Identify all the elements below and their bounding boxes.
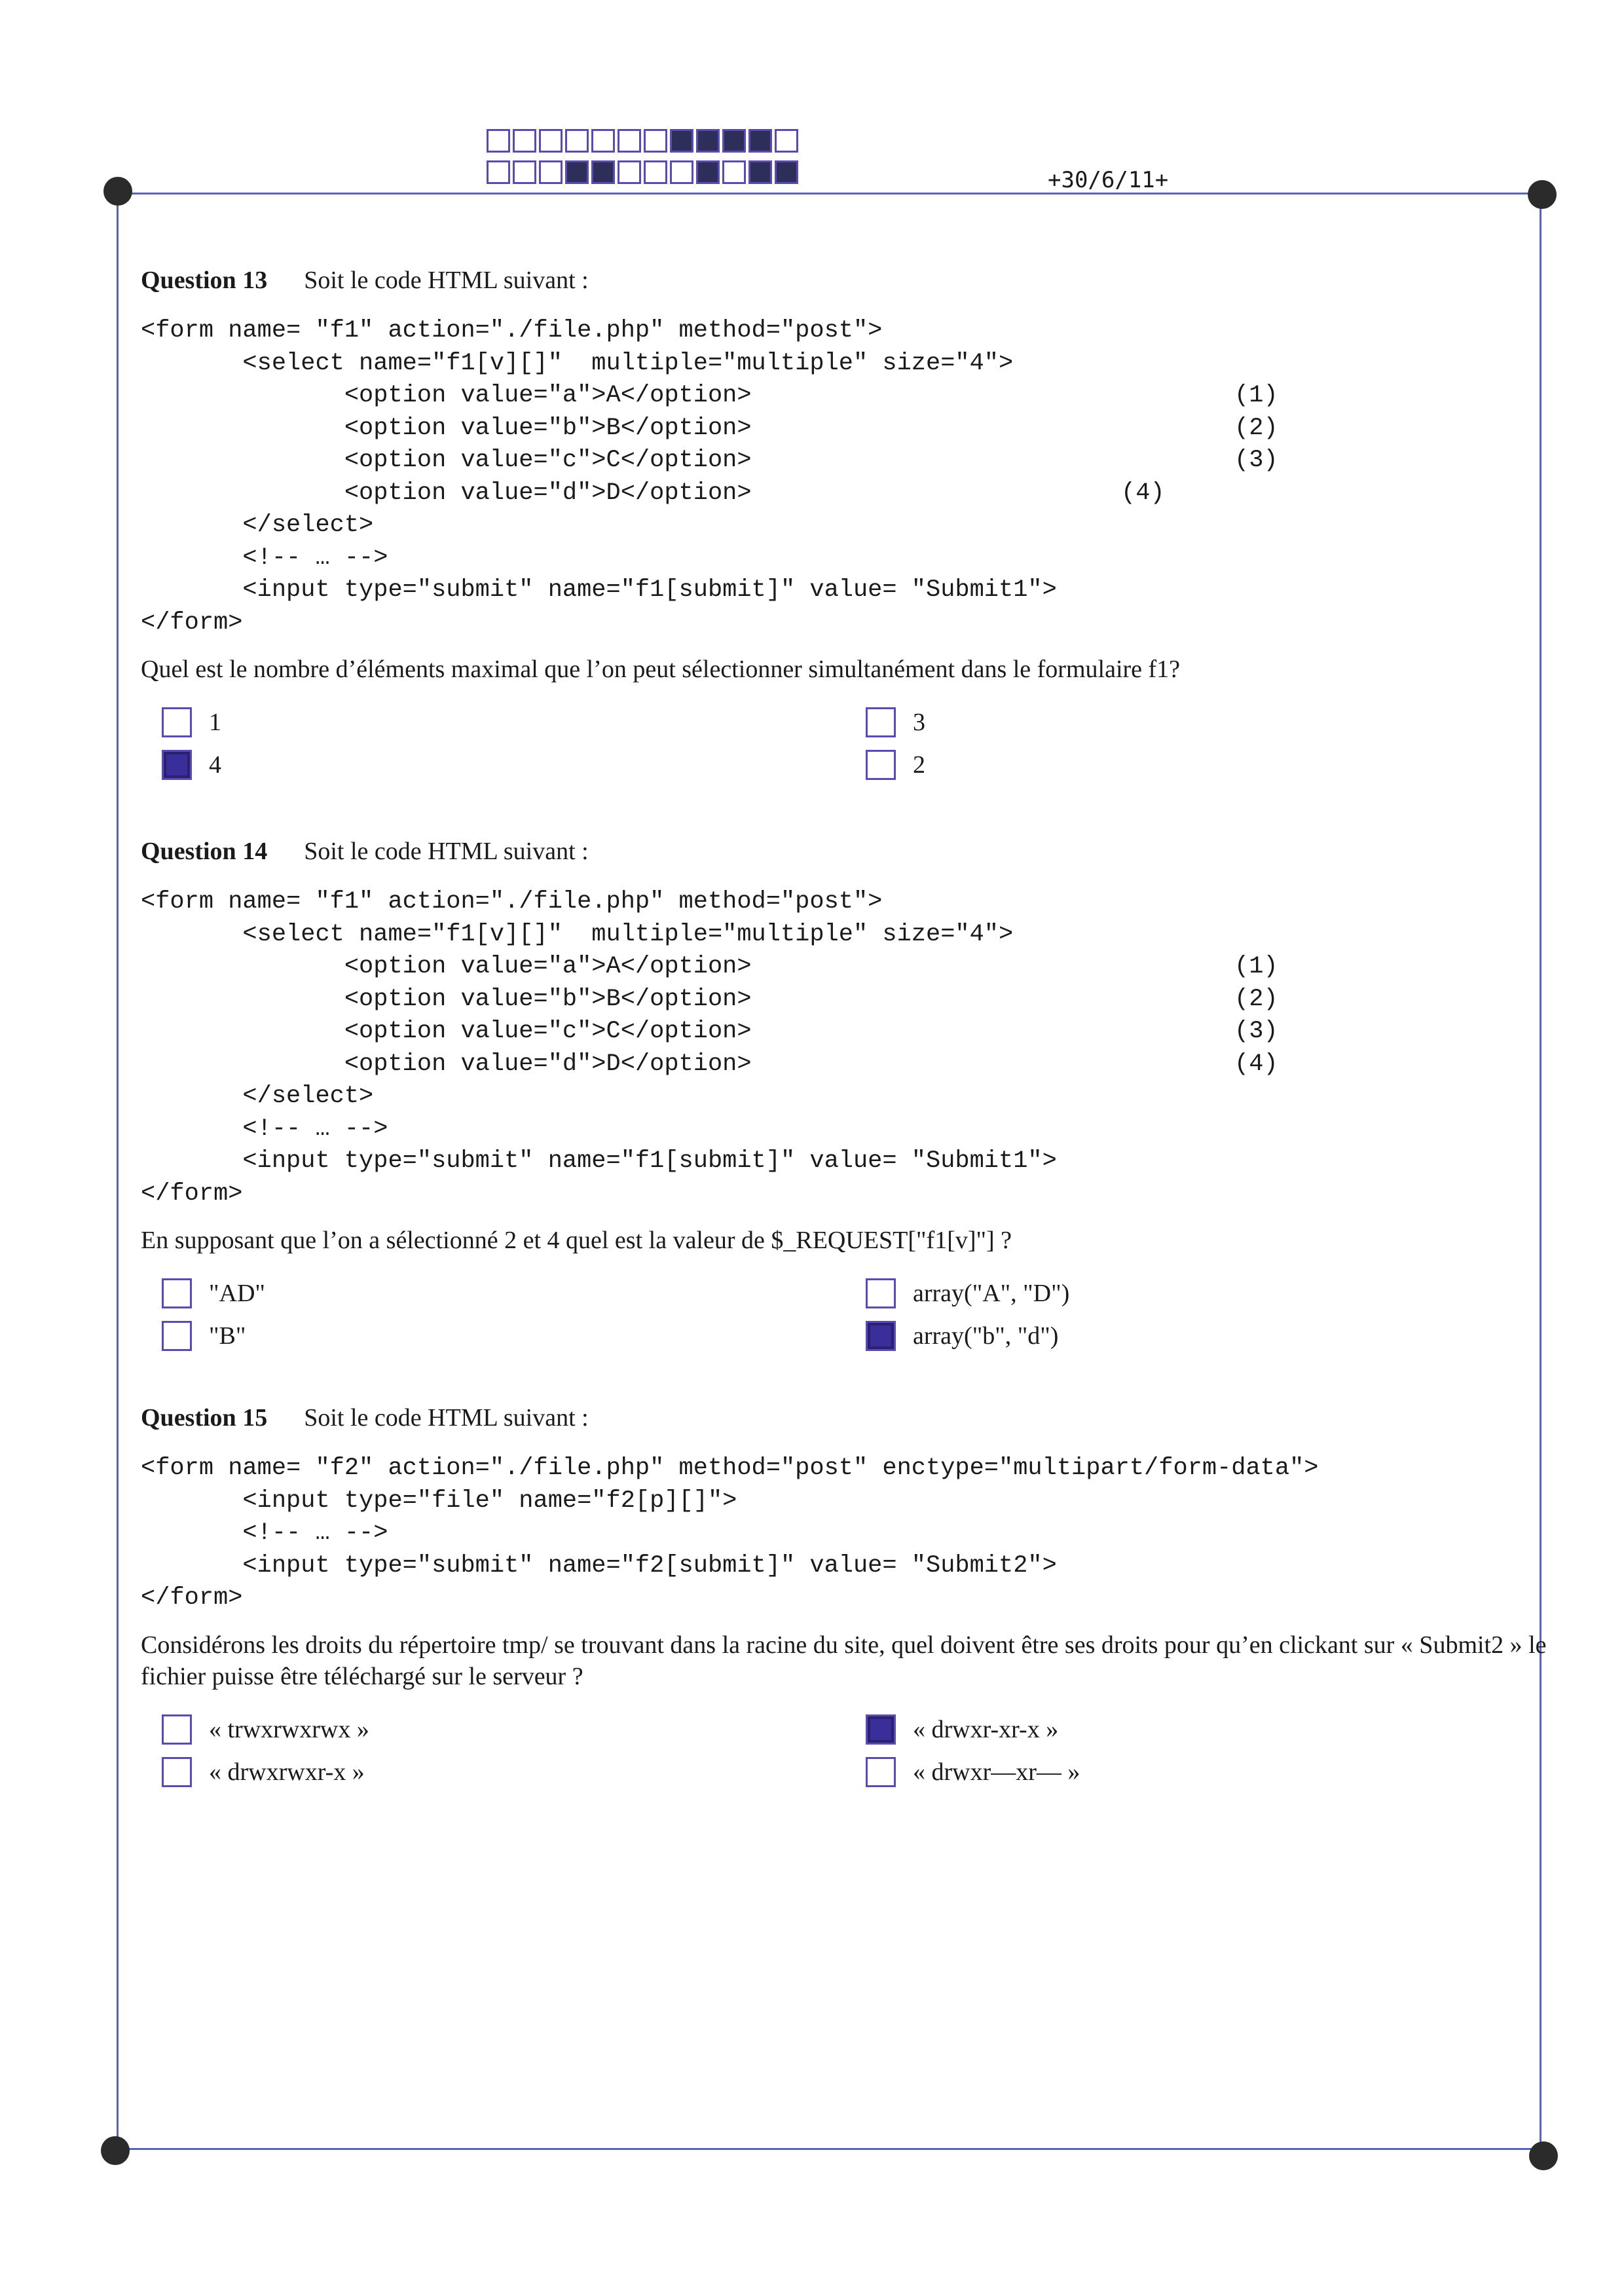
code-line bbox=[141, 984, 1549, 1016]
code-line bbox=[141, 380, 1549, 413]
code-line bbox=[141, 1453, 1549, 1485]
code-text: <option value="b">B</option> bbox=[141, 985, 752, 1013]
answer-option[interactable] bbox=[162, 747, 221, 783]
code-block bbox=[141, 886, 1549, 1210]
code-cell bbox=[775, 160, 798, 184]
question-intro: Soit le code HTML suivant : bbox=[304, 1404, 589, 1432]
option-marker: (3) bbox=[1234, 1018, 1278, 1045]
code-cell bbox=[670, 129, 693, 153]
code-cell bbox=[618, 129, 641, 153]
code-text: </form> bbox=[141, 608, 243, 637]
code-text: </select> bbox=[141, 511, 374, 539]
frame-bottom-line bbox=[116, 2148, 1541, 2150]
code-text: <form name= "f2" action="./file.php" method="post" enctype="multipart/form-data"> bbox=[141, 1454, 1319, 1482]
corner-dot-top-left bbox=[103, 177, 132, 206]
answer-label: 2 bbox=[913, 751, 925, 779]
answer-checkbox[interactable] bbox=[162, 1321, 192, 1351]
code-text: </form> bbox=[141, 1584, 243, 1612]
option-marker: (2) bbox=[1234, 985, 1278, 1013]
code-line bbox=[141, 1081, 1549, 1113]
code-line bbox=[141, 348, 1549, 380]
frame-top-line bbox=[118, 193, 1540, 194]
code-cell bbox=[565, 129, 589, 153]
answer-option[interactable] bbox=[162, 1712, 369, 1747]
code-text: <option value="b">B</option> bbox=[141, 414, 752, 442]
code-text: <!-- … --> bbox=[141, 544, 388, 572]
code-line bbox=[141, 315, 1549, 348]
answer-label: 1 bbox=[209, 709, 221, 736]
code-cell bbox=[513, 129, 536, 153]
answer-option[interactable] bbox=[866, 1712, 1058, 1747]
code-line bbox=[141, 477, 1549, 510]
answer-label: « drwxr—xr— » bbox=[913, 1758, 1080, 1786]
code-row-2 bbox=[487, 160, 801, 187]
answer-option[interactable] bbox=[866, 705, 925, 740]
question-15-heading bbox=[141, 1401, 1549, 1434]
answer-option[interactable] bbox=[866, 1276, 1069, 1311]
answer-option[interactable] bbox=[866, 747, 925, 783]
answer-label: « drwxrwxr-x » bbox=[209, 1758, 365, 1786]
answer-options bbox=[141, 1276, 1549, 1361]
answer-option[interactable] bbox=[162, 705, 221, 740]
question-prompt: Considérons les droits du répertoire tmp/ se trouvant dans la racine du site, quel doivent être ses droits pour qu’en clickant sur « Submit2 » le fichier puisse être téléchargé sur le serveur ? bbox=[141, 1631, 1547, 1690]
question-14-heading bbox=[141, 835, 1549, 868]
code-line bbox=[141, 919, 1549, 952]
code-row-1 bbox=[487, 129, 801, 155]
code-line bbox=[141, 542, 1549, 575]
code-cell bbox=[748, 129, 772, 153]
answer-option[interactable] bbox=[866, 1318, 1058, 1354]
code-cell bbox=[748, 160, 772, 184]
code-text: <!-- … --> bbox=[141, 1115, 388, 1143]
answer-checkbox[interactable] bbox=[162, 1757, 192, 1787]
code-line bbox=[141, 574, 1549, 607]
answer-checkbox[interactable] bbox=[162, 1714, 192, 1745]
code-line bbox=[141, 886, 1549, 919]
code-cell bbox=[722, 160, 746, 184]
answer-checkbox[interactable] bbox=[866, 1757, 896, 1787]
code-cell bbox=[565, 160, 589, 184]
option-marker: (4) bbox=[1234, 1050, 1278, 1078]
code-line bbox=[141, 413, 1549, 445]
question-number: Question 15 bbox=[141, 1404, 268, 1432]
answer-checkbox[interactable] bbox=[866, 750, 896, 780]
question-intro: Soit le code HTML suivant : bbox=[304, 838, 589, 865]
answer-label: « drwxr-xr-x » bbox=[913, 1715, 1059, 1743]
code-cell bbox=[591, 129, 615, 153]
corner-dot-bottom-right bbox=[1529, 2141, 1558, 2170]
option-marker: (1) bbox=[1234, 382, 1278, 409]
corner-dot-bottom-left bbox=[101, 2136, 130, 2165]
answer-checkbox[interactable] bbox=[162, 1278, 192, 1308]
answer-checkbox[interactable] bbox=[866, 1714, 896, 1745]
answer-option[interactable] bbox=[162, 1318, 246, 1354]
answer-label: "B" bbox=[209, 1322, 246, 1350]
code-cell bbox=[722, 129, 746, 153]
answer-label: 3 bbox=[913, 709, 925, 736]
code-line bbox=[141, 607, 1549, 640]
code-text: <form name= "f1" action="./file.php" method="post"> bbox=[141, 888, 883, 916]
code-line bbox=[141, 951, 1549, 984]
answer-option[interactable] bbox=[866, 1754, 1080, 1790]
code-text: </form> bbox=[141, 1179, 243, 1208]
code-cell bbox=[618, 160, 641, 184]
answer-checkbox[interactable] bbox=[866, 1321, 896, 1351]
answer-options bbox=[141, 1712, 1549, 1797]
frame-left-line bbox=[117, 194, 119, 2149]
code-text: <option value="a">A</option> bbox=[141, 382, 752, 409]
answer-label: « trwxrwxrwx » bbox=[209, 1715, 369, 1743]
code-text: <option value="d">D</option> bbox=[141, 1050, 752, 1078]
code-cell bbox=[696, 160, 720, 184]
code-text: <input type="file" name="f2[p][]"> bbox=[141, 1487, 737, 1515]
code-cell bbox=[487, 129, 510, 153]
option-marker: (4) bbox=[1121, 479, 1165, 507]
code-cell bbox=[644, 160, 667, 184]
code-text: <select name="f1[v][]" multiple="multiple" size="4"> bbox=[141, 920, 1014, 948]
code-line bbox=[141, 445, 1549, 477]
code-text: <select name="f1[v][]" multiple="multiple" size="4"> bbox=[141, 349, 1014, 377]
answer-label: 4 bbox=[209, 751, 221, 779]
answer-label: array("b", "d") bbox=[913, 1322, 1059, 1350]
code-text: <input type="submit" name="f1[submit]" value= "Submit1"> bbox=[141, 576, 1057, 604]
code-text: <option value="a">A</option> bbox=[141, 953, 752, 980]
question-13-heading bbox=[141, 264, 1549, 297]
answer-checkbox[interactable] bbox=[162, 707, 192, 737]
code-line bbox=[141, 1550, 1549, 1583]
code-line bbox=[141, 509, 1549, 542]
code-line bbox=[141, 1016, 1549, 1048]
question-14 bbox=[141, 835, 1549, 1361]
code-block bbox=[141, 315, 1549, 639]
code-cell bbox=[670, 160, 693, 184]
code-line bbox=[141, 1048, 1549, 1081]
code-block bbox=[141, 1453, 1549, 1615]
question-prompt: Quel est le nombre d’éléments maximal que l’on peut sélectionner simultanément dans le formulaire f1? bbox=[141, 656, 1181, 683]
answer-checkbox[interactable] bbox=[162, 750, 192, 780]
question-intro: Soit le code HTML suivant : bbox=[304, 267, 589, 294]
question-prompt: En supposant que l’on a sélectionné 2 et 4 quel est la valeur de $_REQUEST["f1[v]"] ? bbox=[141, 1227, 1012, 1254]
code-line bbox=[141, 1517, 1549, 1550]
answer-label: array("A", "D") bbox=[913, 1280, 1070, 1307]
code-text: <input type="submit" name="f1[submit]" value= "Submit1"> bbox=[141, 1147, 1057, 1175]
code-line bbox=[141, 1145, 1549, 1178]
answer-option[interactable] bbox=[162, 1276, 265, 1311]
answer-option[interactable] bbox=[162, 1754, 365, 1790]
question-13 bbox=[141, 264, 1549, 790]
code-text: <option value="d">D</option> bbox=[141, 479, 752, 507]
header-id: +30/6/11+ bbox=[1048, 167, 1169, 193]
code-cell bbox=[591, 160, 615, 184]
code-text: <!-- … --> bbox=[141, 1519, 388, 1547]
question-number: Question 13 bbox=[141, 267, 268, 294]
code-line bbox=[141, 1178, 1549, 1211]
code-line bbox=[141, 1582, 1549, 1615]
code-cell bbox=[775, 129, 798, 153]
option-marker: (3) bbox=[1234, 447, 1278, 474]
code-cell bbox=[513, 160, 536, 184]
question-number: Question 14 bbox=[141, 838, 268, 865]
option-marker: (1) bbox=[1234, 953, 1278, 980]
code-text: <option value="c">C</option> bbox=[141, 1018, 752, 1045]
answer-checkbox[interactable] bbox=[866, 707, 896, 737]
code-cell bbox=[696, 129, 720, 153]
header-binary-code bbox=[487, 129, 801, 192]
code-text: <form name= "f1" action="./file.php" method="post"> bbox=[141, 317, 883, 344]
answer-label: "AD" bbox=[209, 1280, 265, 1307]
code-text: <option value="c">C</option> bbox=[141, 447, 752, 474]
question-15 bbox=[141, 1401, 1549, 1797]
code-cell bbox=[487, 160, 510, 184]
code-cell bbox=[644, 129, 667, 153]
answer-options bbox=[141, 705, 1549, 790]
corner-dot-top-right bbox=[1528, 180, 1557, 209]
code-line bbox=[141, 1113, 1549, 1146]
code-cell bbox=[539, 160, 563, 184]
code-text: </select> bbox=[141, 1083, 374, 1110]
code-text: <input type="submit" name="f2[submit]" value= "Submit2"> bbox=[141, 1551, 1057, 1580]
answer-checkbox[interactable] bbox=[866, 1278, 896, 1308]
code-line bbox=[141, 1485, 1549, 1518]
option-marker: (2) bbox=[1234, 414, 1278, 442]
code-cell bbox=[539, 129, 563, 153]
